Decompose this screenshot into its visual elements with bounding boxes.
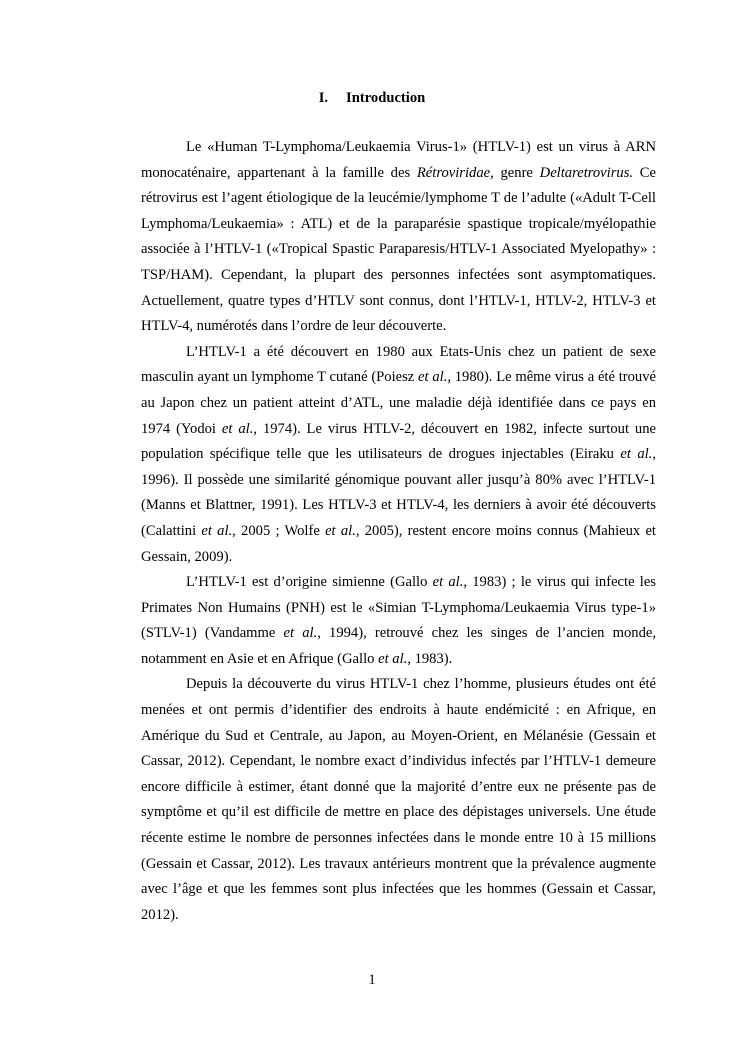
- text-run: L’HTLV-1 est d’origine simienne (Gallo: [186, 574, 433, 591]
- italic-text: et al.: [620, 446, 653, 463]
- text-run: , 2005 ; Wolfe: [232, 522, 326, 539]
- text-run: Depuis la découverte du virus HTLV-1 chez l’homme, plusieurs études ont été menées et ont permis d’identifier des endroits à haute endémicité : en Afrique, en Amérique du Sud et Centrale, au Japon, au Moyen-Orient, en Mélanésie (Gessain et Cassar, 2012). Cependant, le nombre exact d’individus infectés par l’HTLV-1 demeure encore difficile à estimer, étant donné que la majorité d’entre eux ne présente pas de symptôme et qu’il est difficile de mettre en place des dépistages universels. Une étude récente estime le nombre de personnes infectées dans le monde entre 10 à 15 millions (Gessain et Cassar, 2012). Les travaux antérieurs montrent que la prévalence augmente avec l’âge et que les femmes sont plus infectées que les hommes (Gessain et Cassar, 2012).: [141, 676, 656, 923]
- italic-text: et al.: [283, 625, 318, 642]
- italic-text: et al.: [418, 369, 448, 386]
- section-heading: [0, 88, 744, 108]
- text-run: , 1983).: [407, 650, 453, 667]
- text-run: Le «Human T-Lymphoma/Leukaemia Virus-1» (HTLV-1) est un virus à ARN monocaténaire, appartenant à la famille des: [141, 139, 656, 181]
- text-run: , 1994), retrouvé chez les singes de l’ancien monde, notamment en Asie et en Afrique (Gallo: [141, 625, 657, 667]
- text-run: , 2005), restent encore moins connus (Mahieux et Gessain, 2009).: [141, 522, 656, 565]
- section-title: Introduction: [346, 90, 426, 106]
- italic-text: et al.: [221, 420, 254, 437]
- body-text: [141, 135, 656, 928]
- italic-text: Deltaretrovirus.: [539, 164, 634, 181]
- text-run: genre: [493, 164, 540, 181]
- paragraph-2: [141, 340, 656, 570]
- section-number: I.: [318, 90, 329, 106]
- italic-text: et al.: [201, 522, 233, 539]
- italic-text: Rétroviridae,: [416, 164, 494, 181]
- text-run: Ce rétrovirus est l’agent étiologique de la leucémie/lymphome T de l’adulte («Adult T-Cell Lymphoma/Leukaemia» : ATL) et de la paraparésie spastique tropicale/myélopathie associée à l’HTLV-1 («Tropical Spastic Paraparesis/HTLV-1 Associated Myelopathy» : TSP/HAM). Cependant, la plupart des personnes infectées sont asymptomatiques. Actuellement, quatre types d’HTLV sont connus, dont l’HTLV-1, HTLV-2, HTLV-3 et HTLV-4, numérotés dans l’ordre de leur découverte.: [141, 164, 656, 335]
- paragraph-4: [141, 672, 656, 928]
- text-run: L’HTLV-1 a été découvert en 1980 aux Etats-Unis chez un patient de sexe masculin ayant un lymphome T cutané (Poiesz: [141, 343, 656, 386]
- page-number: 1: [368, 972, 376, 988]
- paragraph-3: [141, 570, 656, 672]
- text-run: , 1996). Il possède une similarité génomique pouvant aller jusqu’à 80% avec l’HTLV-1 (Manns et Blattner, 1991). Les HTLV-3 et HTLV-4, les derniers à avoir été découverts (Calattini: [141, 446, 656, 539]
- text-run: , 1983) ; le virus qui infecte les Primates Non Humains (PNH) est le «Simian T-Lymphoma/Leukaemia Virus type-1» (STLV-1) (Vandamme: [141, 574, 656, 642]
- italic-text: et al.: [378, 650, 408, 667]
- italic-text: et al.: [325, 522, 356, 539]
- italic-text: et al.: [432, 574, 464, 591]
- paragraph-1: [141, 135, 656, 340]
- text-run: , 1974). Le virus HTLV-2, découvert en 1982, infecte surtout une population spécifique telle que les utilisateurs de drogues injectables (Eiraku: [141, 420, 656, 463]
- text-run: , 1980). Le même virus a été trouvé au Japon chez un patient atteint d’ATL, une maladie déjà identifiée dans ce pays en 1974 (Yodoi: [141, 369, 656, 437]
